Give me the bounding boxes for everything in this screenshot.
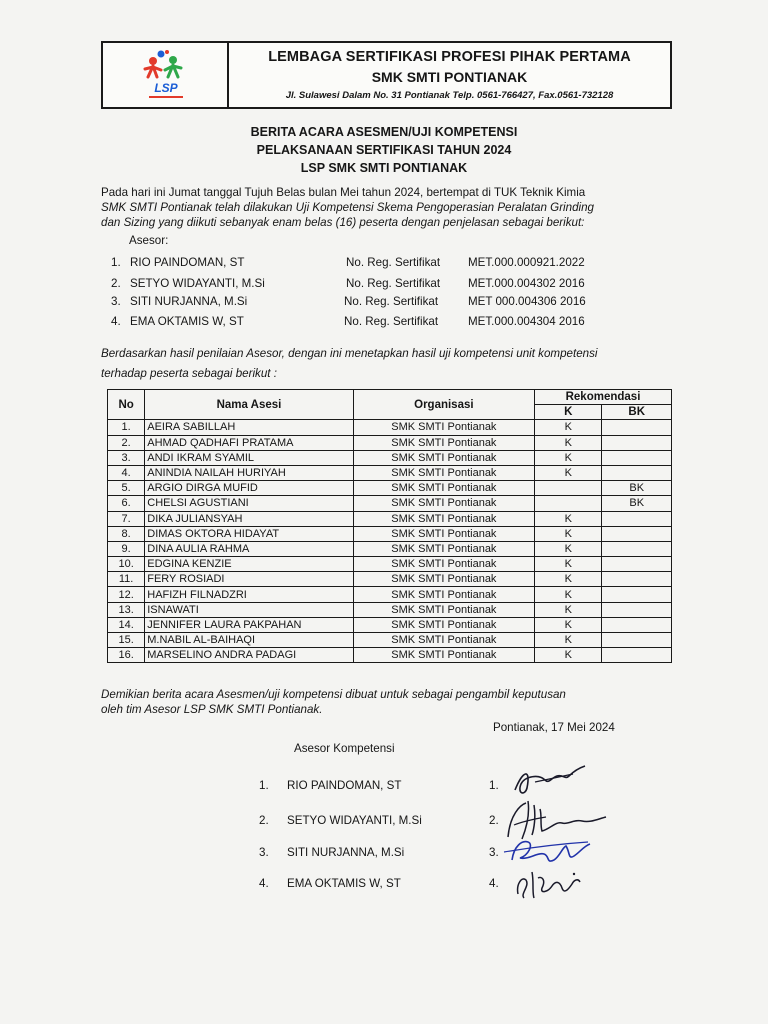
asesor-item: 3. SITI NURJANNA, M.Si No. Reg. Sertifikat MET 000.004306 2016 — [111, 295, 586, 308]
organization: SMK SMTI Pontianak — [353, 420, 534, 435]
place-date: Pontianak, 17 Mei 2024 — [493, 721, 615, 734]
row-number: 12. — [108, 587, 145, 602]
document-title-line2: PELAKSANAAN SERTIFIKASI TAHUN 2024 — [256, 143, 512, 157]
school-name: SMK SMTI PONTIANAK — [371, 69, 528, 85]
table-row — [108, 648, 672, 663]
row-number: 16. — [108, 648, 145, 663]
rekomendasi-k: K — [535, 511, 602, 526]
rekomendasi-bk — [602, 526, 672, 541]
asesi-name: M.NABIL AL-BAIHAQI — [145, 633, 353, 648]
row-number: 1. — [108, 420, 145, 435]
header-k: K — [535, 405, 602, 420]
organization: SMK SMTI Pontianak — [353, 435, 534, 450]
rekomendasi-bk — [602, 557, 672, 572]
table-row — [108, 572, 672, 587]
table-row — [108, 511, 672, 526]
table-row — [108, 541, 672, 556]
rekomendasi-bk — [602, 420, 672, 435]
closing-line2: oleh tim Asesor LSP SMK SMTI Pontianak. — [101, 703, 323, 716]
table-row — [108, 435, 672, 450]
asesi-name: DIMAS OKTORA HIDAYAT — [145, 526, 353, 541]
organization: SMK SMTI Pontianak — [353, 648, 534, 663]
table-row — [108, 633, 672, 648]
header-organization: Organisasi — [353, 390, 534, 420]
rekomendasi-k — [535, 481, 602, 496]
asesi-name: ANINDIA NAILAH HURIYAH — [145, 465, 353, 480]
table-row — [108, 420, 672, 435]
row-number: 6. — [108, 496, 145, 511]
table-row — [108, 481, 672, 496]
row-number: 11. — [108, 572, 145, 587]
header-rekomendasi: Rekomendasi — [535, 390, 672, 405]
header-no: No — [108, 390, 145, 420]
asesi-name: AEIRA SABILLAH — [145, 420, 353, 435]
row-number: 7. — [108, 511, 145, 526]
institution-address: Jl. Sulawesi Dalam No. 31 Pontianak Telp. 0561-766427, Fax.0561-732128 — [285, 90, 614, 101]
asesi-name: HAFIZH FILNADZRI — [145, 587, 353, 602]
result-intro-line2: terhadap peserta sebagai berikut : — [101, 367, 277, 380]
signature-item: 4. EMA OKTAMIS W, ST 4. — [259, 877, 499, 890]
rekomendasi-bk — [602, 511, 672, 526]
signature-1-icon — [505, 760, 590, 800]
row-number: 2. — [108, 435, 145, 450]
logo-cell — [103, 43, 229, 107]
document-title-line3: LSP SMK SMTI PONTIANAK — [300, 161, 468, 175]
rekomendasi-bk: BK — [602, 496, 672, 511]
organization: SMK SMTI Pontianak — [353, 557, 534, 572]
rekomendasi-k: K — [535, 420, 602, 435]
institution-name: LEMBAGA SERTIFIKASI PROFESI PIHAK PERTAMA — [268, 49, 631, 65]
letterhead — [101, 41, 672, 109]
results-body — [108, 420, 672, 663]
rekomendasi-bk — [602, 633, 672, 648]
intro-line2: SMK SMTI Pontianak telah dilakukan Uji Kompetensi Skema Pengoperasian Peralatan Grinding — [101, 201, 595, 214]
rekomendasi-bk: BK — [602, 481, 672, 496]
organization: SMK SMTI Pontianak — [353, 617, 534, 632]
rekomendasi-k: K — [535, 526, 602, 541]
asesi-name: AHMAD QADHAFI PRATAMA — [145, 435, 353, 450]
rekomendasi-bk — [602, 450, 672, 465]
table-row — [108, 465, 672, 480]
organization: SMK SMTI Pontianak — [353, 572, 534, 587]
organization: SMK SMTI Pontianak — [353, 496, 534, 511]
signature-item: 3. SITI NURJANNA, M.Si 3. — [259, 846, 499, 859]
table-row — [108, 526, 672, 541]
rekomendasi-bk — [602, 435, 672, 450]
signature-item: 2. SETYO WIDAYANTI, M.Si 2. — [259, 814, 499, 827]
row-number: 3. — [108, 450, 145, 465]
closing-line1: Demikian berita acara Asesmen/uji kompetensi dibuat untuk sebagai pengambil keputusan — [101, 688, 566, 701]
organization: SMK SMTI Pontianak — [353, 633, 534, 648]
rekomendasi-k: K — [535, 435, 602, 450]
row-number: 8. — [108, 526, 145, 541]
rekomendasi-k: K — [535, 572, 602, 587]
row-number: 13. — [108, 602, 145, 617]
lsp-logo-icon — [139, 47, 193, 103]
table-row — [108, 617, 672, 632]
organization: SMK SMTI Pontianak — [353, 450, 534, 465]
rekomendasi-k: K — [535, 633, 602, 648]
document-title-line1: BERITA ACARA ASESMEN/UJI KOMPETENSI — [250, 125, 518, 139]
asesi-name: ARGIO DIRGA MUFID — [145, 481, 353, 496]
organization: SMK SMTI Pontianak — [353, 587, 534, 602]
asesi-name: FERY ROSIADI — [145, 572, 353, 587]
rekomendasi-bk — [602, 541, 672, 556]
asesi-name: DIKA JULIANSYAH — [145, 511, 353, 526]
row-number: 9. — [108, 541, 145, 556]
rekomendasi-bk — [602, 465, 672, 480]
asesi-name: MARSELINO ANDRA PADAGI — [145, 648, 353, 663]
intro-line3: dan Sizing yang diikuti sebanyak enam belas (16) peserta dengan penjelasan sebagai berikut: — [101, 216, 585, 229]
sign-title: Asesor Kompetensi — [294, 742, 395, 755]
organization: SMK SMTI Pontianak — [353, 465, 534, 480]
rekomendasi-bk — [602, 602, 672, 617]
signature-4-icon — [508, 864, 583, 904]
rekomendasi-k: K — [535, 648, 602, 663]
rekomendasi-k: K — [535, 557, 602, 572]
rekomendasi-bk — [602, 587, 672, 602]
row-number: 10. — [108, 557, 145, 572]
table-row — [108, 496, 672, 511]
row-number: 4. — [108, 465, 145, 480]
rekomendasi-k: K — [535, 450, 602, 465]
rekomendasi-k: K — [535, 602, 602, 617]
signature-item: 1. RIO PAINDOMAN, ST 1. — [259, 779, 499, 792]
header-bk: BK — [602, 405, 672, 420]
svg-text:LSP: LSP — [154, 81, 178, 95]
organization: SMK SMTI Pontianak — [353, 526, 534, 541]
rekomendasi-bk — [602, 617, 672, 632]
rekomendasi-bk — [602, 648, 672, 663]
asesor-item: 1. RIO PAINDOMAN, ST No. Reg. Sertifikat MET.000.000921.2022 — [111, 256, 585, 269]
organization: SMK SMTI Pontianak — [353, 602, 534, 617]
organization: SMK SMTI Pontianak — [353, 541, 534, 556]
asesi-name: ANDI IKRAM SYAMIL — [145, 450, 353, 465]
organization: SMK SMTI Pontianak — [353, 511, 534, 526]
asesi-name: CHELSI AGUSTIANI — [145, 496, 353, 511]
rekomendasi-k: K — [535, 617, 602, 632]
rekomendasi-k: K — [535, 587, 602, 602]
row-number: 15. — [108, 633, 145, 648]
row-number: 5. — [108, 481, 145, 496]
asesi-name: EDGINA KENZIE — [145, 557, 353, 572]
header-name: Nama Asesi — [145, 390, 353, 420]
result-intro-line1: Berdasarkan hasil penilaian Asesor, dengan ini menetapkan hasil uji kompetensi unit kompetensi — [101, 347, 598, 360]
rekomendasi-k: K — [535, 465, 602, 480]
results-table — [107, 389, 672, 663]
rekomendasi-k: K — [535, 541, 602, 556]
table-row — [108, 587, 672, 602]
asesi-name: DINA AULIA RAHMA — [145, 541, 353, 556]
asesi-name: JENNIFER LAURA PAKPAHAN — [145, 617, 353, 632]
table-row — [108, 450, 672, 465]
rekomendasi-bk — [602, 572, 672, 587]
row-number: 14. — [108, 617, 145, 632]
table-row — [108, 557, 672, 572]
asesor-item: 2. SETYO WIDAYANTI, M.Si No. Reg. Sertifikat MET.000.004302 2016 — [111, 277, 585, 290]
asesor-label: Asesor: — [129, 234, 169, 247]
asesor-item: 4. EMA OKTAMIS W, ST No. Reg. Sertifikat MET.000.004304 2016 — [111, 315, 585, 328]
rekomendasi-k — [535, 496, 602, 511]
intro-line1: Pada hari ini Jumat tanggal Tujuh Belas bulan Mei tahun 2024, bertempat di TUK Teknik Kimia — [101, 186, 586, 199]
organization: SMK SMTI Pontianak — [353, 481, 534, 496]
table-row — [108, 602, 672, 617]
asesi-name: ISNAWATI — [145, 602, 353, 617]
